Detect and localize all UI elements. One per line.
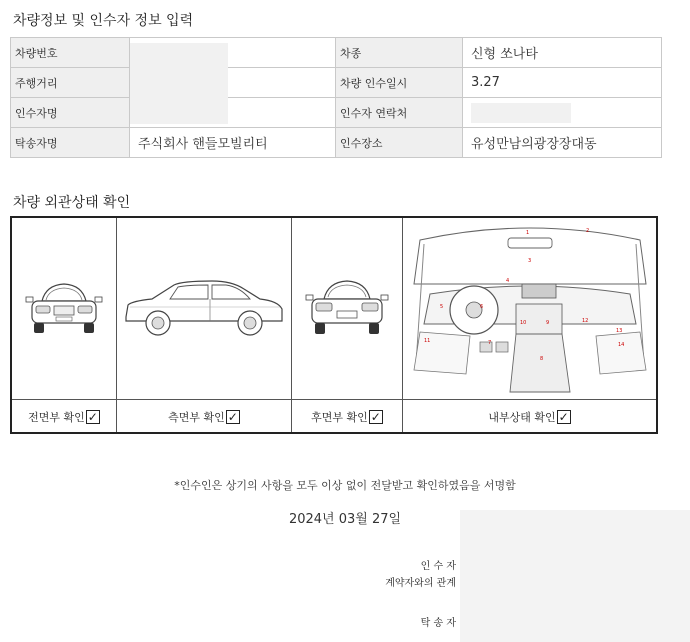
table-row — [11, 128, 662, 158]
front-column — [12, 218, 117, 432]
car-rear-image — [292, 218, 402, 400]
side-check-label: 측면부 확인 — [168, 411, 225, 424]
marker-5: 5 — [439, 303, 443, 310]
check-icon: ✓ — [227, 410, 238, 424]
marker-3: 3 — [527, 257, 531, 264]
front-check-caption — [12, 400, 116, 434]
marker-7: 7 — [487, 339, 491, 346]
table-row — [11, 68, 662, 98]
car-side-image — [117, 218, 291, 400]
marker-8: 8 — [539, 355, 543, 362]
driver-name-label: 탁송자명 — [11, 128, 130, 158]
car-interior-image — [403, 218, 656, 400]
front-check-label: 전면부 확인 — [28, 411, 85, 424]
redacted-signature-area — [460, 510, 690, 642]
receiver-name-label: 인수자명 — [11, 98, 130, 128]
sign-date: 2024년 03월 27일 — [288, 512, 402, 527]
marker-2: 2 — [585, 227, 589, 234]
exterior-check-box — [10, 216, 658, 434]
marker-1: 1 — [525, 229, 529, 236]
receiver-contact-label: 인수자 연락처 — [336, 98, 463, 128]
car-number-label: 차량번호 — [11, 38, 130, 68]
receive-place-label: 인수장소 — [336, 128, 463, 158]
check-icon: ✓ — [87, 410, 98, 424]
driver-name-value: 주식회사 핸들모빌리티 — [130, 128, 336, 158]
table-row — [11, 98, 662, 128]
mileage-label: 주행거리 — [11, 68, 130, 98]
marker-11: 11 — [423, 337, 430, 344]
marker-13: 13 — [615, 327, 622, 334]
section-title-exterior: 차량 외관상태 확인 — [13, 195, 131, 211]
car-front-image — [12, 218, 116, 400]
confirmation-notice: *인수인은 상기의 사항을 모두 이상 없이 전달받고 확인하였음을 서명함 — [174, 479, 516, 492]
rear-check-caption — [292, 400, 402, 434]
side-checkbox[interactable] — [226, 410, 240, 424]
interior-check-caption — [403, 400, 656, 434]
side-check-caption — [117, 400, 291, 434]
interior-check-label: 내부상태 확인 — [488, 411, 556, 424]
front-checkbox[interactable] — [86, 410, 100, 424]
car-model-label: 차종 — [336, 38, 463, 68]
vehicle-info-table — [10, 37, 662, 158]
interior-checkbox[interactable] — [557, 410, 571, 424]
relation-sign-label: 계약자와의 관계 — [385, 578, 456, 589]
check-icon: ✓ — [370, 410, 381, 424]
interior-column — [403, 218, 656, 432]
marker-6: 6 — [479, 303, 483, 310]
marker-12: 12 — [581, 317, 588, 324]
receive-datetime-value: 3.27 — [463, 68, 662, 98]
receiver-contact-value — [463, 98, 662, 128]
redacted-contact — [471, 103, 571, 123]
marker-4: 4 — [505, 277, 509, 284]
side-column — [117, 218, 292, 432]
table-row — [11, 38, 662, 68]
marker-10: 10 — [519, 319, 526, 326]
car-model-value: 신형 쏘나타 — [463, 38, 662, 68]
driver-sign-label: 탁 송 자 — [420, 618, 456, 629]
receive-datetime-label: 차량 인수일시 — [336, 68, 463, 98]
redacted-block — [130, 43, 228, 124]
receive-place-value: 유성만남의광장장대동 — [463, 128, 662, 158]
rear-checkbox[interactable] — [369, 410, 383, 424]
receiver-sign-label: 인 수 자 — [420, 561, 456, 572]
section-title-info: 차량정보 및 인수자 정보 입력 — [13, 13, 194, 29]
marker-14: 14 — [617, 341, 624, 348]
rear-check-label: 후면부 확인 — [311, 411, 368, 424]
check-icon: ✓ — [558, 410, 569, 424]
marker-9: 9 — [545, 319, 549, 326]
rear-column — [292, 218, 403, 432]
